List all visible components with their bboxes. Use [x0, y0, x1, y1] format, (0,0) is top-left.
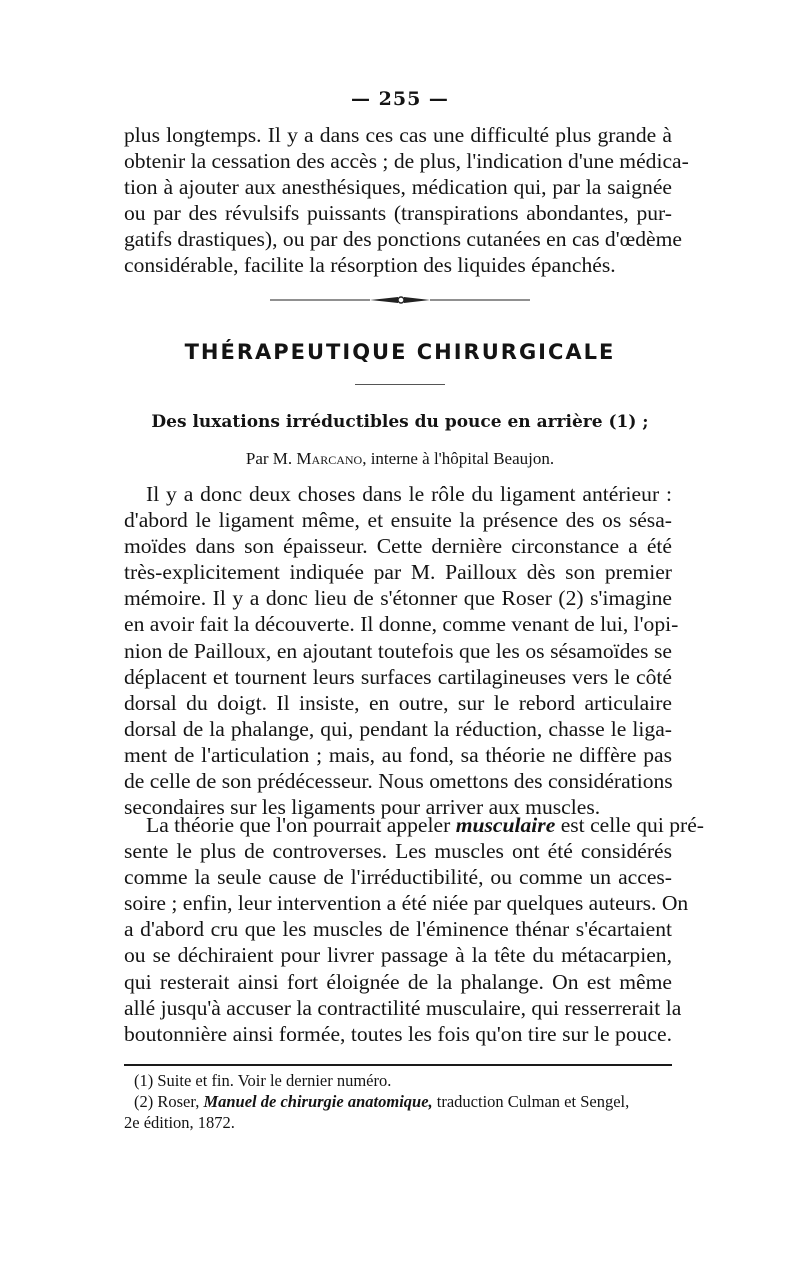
intro-paragraph: [124, 122, 689, 279]
author-name: Marcano,: [296, 449, 367, 468]
footnote-rule: [124, 1064, 672, 1066]
text-line: boutonnière ainsi formée, toutes les fois qu'on tire sur le pouce.: [124, 1021, 672, 1046]
footnotes: [124, 1070, 672, 1133]
text-line: de celle de son prédécesseur. Nous omettons des considérations: [124, 769, 673, 794]
text-line: d'abord le ligament même, et ensuite la présence des os sésa-: [124, 508, 672, 533]
footnote-1: (1) Suite et fin. Voir le dernier numéro.: [134, 1071, 392, 1090]
text-line: moïdes dans son épaisseur. Cette dernière circonstance a été: [124, 534, 672, 559]
text-line: allé jusqu'à accuser la contractilité musculaire, qui resserrerait la: [124, 995, 682, 1020]
text-line: tion à ajouter aux anesthésiques, médication qui, par la saignée: [124, 175, 672, 200]
footnote-2-continued: 2e édition, 1872.: [124, 1113, 235, 1132]
text-line: La théorie que l'on pourrait appeler musculaire est celle qui pré-: [146, 813, 704, 837]
text-line: dorsal du doigt. Il insiste, en outre, sur le rebord articulaire: [124, 690, 672, 715]
text-line: gatifs drastiques), ou par des ponctions cutanées en cas d'œdème: [124, 227, 682, 252]
body-paragraph-2: [124, 812, 704, 1047]
page-number: — 255 —: [351, 88, 449, 110]
text-line: comme la seule cause de l'irréductibilité, ou comme un acces-: [124, 865, 672, 890]
text-line: considérable, facilite la résorption des liquides épanchés.: [124, 253, 616, 278]
byline: [0, 449, 800, 469]
text-line: soire ; enfin, leur intervention a été niée par quelques auteurs. On: [124, 891, 689, 916]
text-line: très-explicitement indiquée par M. Pailloux dès son premier: [124, 560, 672, 585]
byline-suffix: interne à l'hôpital Beaujon.: [370, 449, 555, 468]
byline-prefix: Par M.: [245, 449, 293, 468]
text-line: mémoire. Il y a donc lieu de s'étonner que Roser (2) s'imagine: [124, 586, 672, 611]
text-line: obtenir la cessation des accès ; de plus, l'indication d'une médica-: [124, 149, 689, 174]
text-line: qui resterait ainsi fort éloignée de la phalange. On est même: [124, 969, 672, 994]
text-line: ment de l'articulation ; mais, au fond, sa théorie ne diffère pas: [124, 742, 672, 767]
footnote-2: (2) Roser, Manuel de chirurgie anatomique, traduction Culman et Sengel,: [134, 1092, 630, 1111]
text-line: nion de Pailloux, en ajoutant toutefois que les os sésamoïdes se: [124, 638, 672, 663]
ornament-divider: [270, 294, 530, 306]
text-line: en avoir fait la découverte. Il donne, comme venant de lui, l'opi-: [124, 612, 679, 637]
text-line: plus longtemps. Il y a dans ces cas une difficulté plus grande à: [124, 123, 672, 147]
article-title: Des luxations irréductibles du pouce en arrière (1) ;: [151, 412, 649, 432]
italic-title: Manuel de chirurgie anatomique,: [203, 1092, 433, 1111]
text-line: sente le plus de controverses. Les muscles ont été considérés: [124, 839, 672, 864]
italic-term: musculaire: [455, 813, 556, 837]
text-line: dorsal de la phalange, qui, pendant la réduction, chasse le liga-: [124, 716, 672, 741]
text-line: a d'abord cru que les muscles de l'éminence thénar s'écartaient: [124, 917, 672, 942]
divider: [355, 384, 445, 385]
text-line: secondaires sur les ligaments pour arriver aux muscles.: [124, 795, 601, 820]
text-line: ou par des révulsifs puissants (transpirations abondantes, pur-: [124, 201, 672, 226]
text-line: déplacent et tournent leurs surfaces cartilagineuses vers le côté: [124, 664, 672, 689]
text-line: ou se déchiraient pour livrer passage à la tête du métacarpien,: [124, 943, 672, 968]
text-line: Il y a donc deux choses dans le rôle du ligament antérieur :: [146, 482, 672, 506]
section-title: THÉRAPEUTIQUE CHIRURGICALE: [184, 340, 616, 364]
body-paragraph-1: [124, 481, 679, 820]
